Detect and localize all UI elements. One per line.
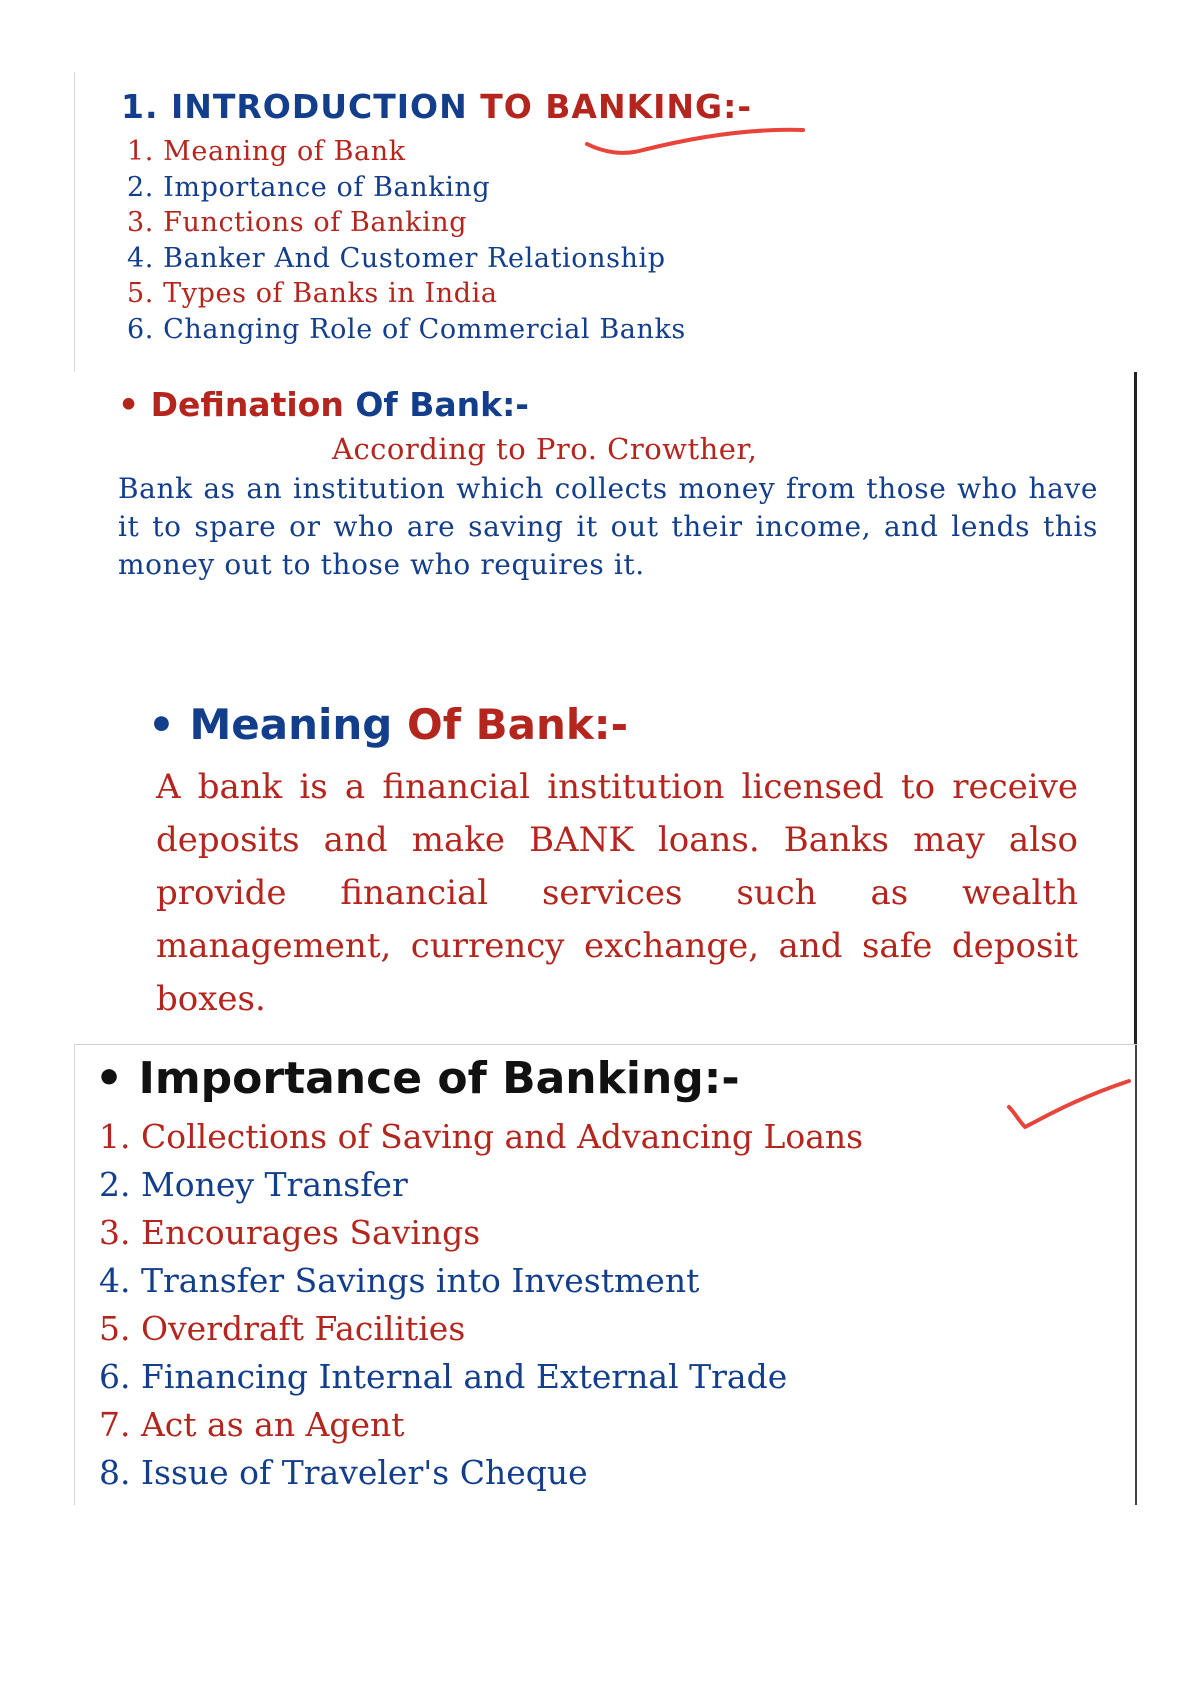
importance-item: 5. Overdraft Facilities [99,1309,466,1348]
meaning-body: A bank is a financial institution licensed to receive deposits and make BANK loans. Banks may also provide financial services such as wealth management, currency exchange, and safe deposit boxes. [156,767,1078,1019]
importance-list [99,1113,863,1497]
importance-item: 6. Financing Internal and External Trade [99,1357,788,1396]
importance-item: 3. Encourages Savings [99,1213,481,1252]
intro-title-part2: TO BANKING:- [480,87,753,126]
section-border-line [1135,1045,1137,1505]
importance-item: 1. Collections of Saving and Advancing Loans [99,1117,864,1156]
importance-section [74,1044,1137,1505]
intro-title [121,87,752,126]
importance-heading: • Importance of Banking:- [95,1053,740,1104]
intro-title-part1: 1. INTRODUCTION [121,87,481,126]
topic-item: 4. Banker And Customer Relationship [127,242,666,274]
meaning-heading-part1: • Meaning [148,700,407,749]
meaning-section [148,700,1078,1026]
importance-item: 2. Money Transfer [99,1165,408,1204]
definition-heading [118,385,1098,424]
topic-item: 3. Functions of Banking [127,207,468,238]
definition-body: Bank as an institution which collects money from those who have it to spare or who are saving it out their income, and lends this money out to those who requires it. [118,472,1098,581]
handwritten-check-mark [1005,1077,1135,1137]
topic-item: 1. Meaning of Bank [127,136,406,167]
definition-section [118,385,1098,584]
meaning-heading-part2: Of Bank:- [406,700,628,749]
definition-attribution: According to Pro. Crowther, [332,432,758,466]
topic-item: 6. Changing Role of Commercial Banks [127,313,686,345]
topic-item: 2. Importance of Banking [127,171,491,203]
intro-topic-list [127,134,686,347]
importance-item: 7. Act as an Agent [99,1405,405,1444]
intro-section [74,72,1135,372]
meaning-heading [148,700,1078,749]
importance-item: 8. Issue of Traveler's Cheque [99,1453,588,1492]
page-border-line [1134,372,1137,1044]
definition-heading-part2: Of Bank:- [355,385,529,424]
importance-item: 4. Transfer Savings into Investment [99,1261,700,1300]
definition-heading-part1: • Defination [118,385,356,424]
topic-item: 5. Types of Banks in India [127,278,498,309]
